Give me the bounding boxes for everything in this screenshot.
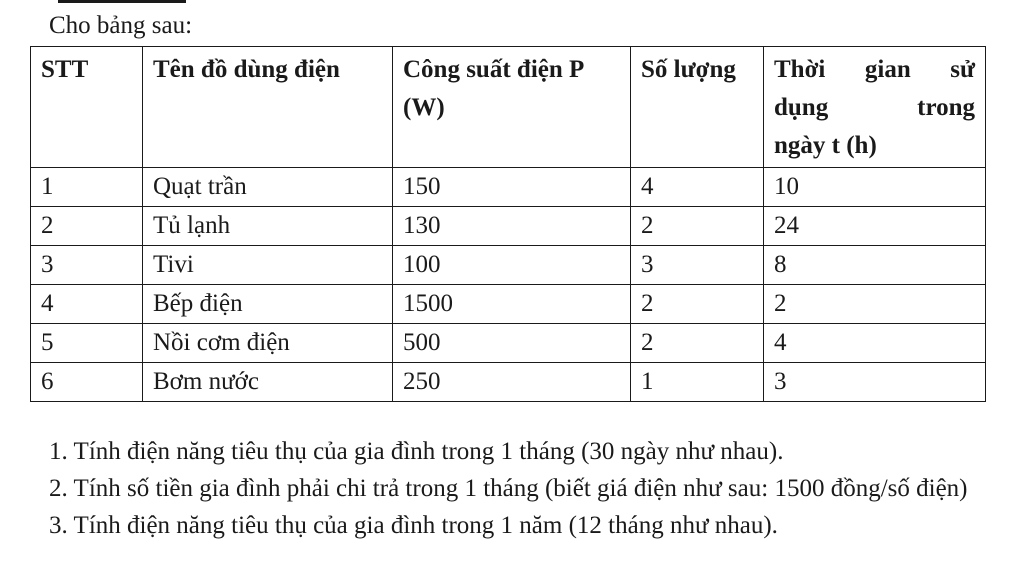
table-row (31, 324, 986, 363)
cell-time: 4 (764, 324, 986, 363)
intro-text: Cho bảng sau: (49, 12, 193, 39)
cell-stt: 4 (31, 285, 143, 324)
header-quantity: Số lượng (631, 47, 764, 168)
cell-power: 100 (393, 246, 631, 285)
cell-qty: 2 (631, 207, 764, 246)
cell-stt: 1 (31, 168, 143, 207)
cell-name: Bếp điện (143, 285, 393, 324)
header-appliance-name: Tên đồ dùng điện (143, 47, 393, 168)
cell-stt: 5 (31, 324, 143, 363)
table-row (31, 363, 986, 402)
top-rule (58, 0, 186, 3)
cell-time: 3 (764, 363, 986, 402)
cell-power: 130 (393, 207, 631, 246)
header-time-line1: Thời gian sử (774, 56, 975, 83)
appliance-table (30, 46, 986, 402)
table-row (31, 168, 986, 207)
cell-qty: 1 (631, 363, 764, 402)
header-stt: STT (31, 47, 143, 168)
cell-power: 1500 (393, 285, 631, 324)
cell-time: 10 (764, 168, 986, 207)
cell-stt: 3 (31, 246, 143, 285)
question-1: 1. Tính điện năng tiêu thụ của gia đình trong 1 tháng (30 ngày như nhau). (49, 438, 784, 465)
header-time-line3: ngày t (h) (774, 132, 877, 159)
cell-name: Tủ lạnh (143, 207, 393, 246)
cell-power: 500 (393, 324, 631, 363)
header-power (393, 47, 631, 168)
cell-time: 8 (764, 246, 986, 285)
header-usage-time (764, 47, 986, 168)
header-power-line1: Công suất điện P (403, 56, 585, 83)
table-row (31, 285, 986, 324)
cell-name: Nồi cơm điện (143, 324, 393, 363)
cell-qty: 2 (631, 285, 764, 324)
cell-qty: 3 (631, 246, 764, 285)
table-row (31, 246, 986, 285)
cell-name: Tivi (143, 246, 393, 285)
cell-time: 2 (764, 285, 986, 324)
cell-name: Quạt trần (143, 168, 393, 207)
cell-name: Bơm nước (143, 363, 393, 402)
cell-qty: 4 (631, 168, 764, 207)
table-header-row (31, 47, 986, 168)
cell-time: 24 (764, 207, 986, 246)
header-power-line2: (W) (403, 94, 445, 121)
question-3: 3. Tính điện năng tiêu thụ của gia đình trong 1 năm (12 tháng như nhau). (49, 512, 778, 539)
cell-qty: 2 (631, 324, 764, 363)
header-time-line2: dụng trong (774, 94, 975, 121)
cell-stt: 2 (31, 207, 143, 246)
cell-power: 250 (393, 363, 631, 402)
question-list (49, 433, 979, 544)
cell-power: 150 (393, 168, 631, 207)
question-2: 2. Tính số tiền gia đình phải chi trả trong 1 tháng (biết giá điện như sau: 1500 đồng/số điện) (49, 475, 968, 502)
table-row (31, 207, 986, 246)
cell-stt: 6 (31, 363, 143, 402)
